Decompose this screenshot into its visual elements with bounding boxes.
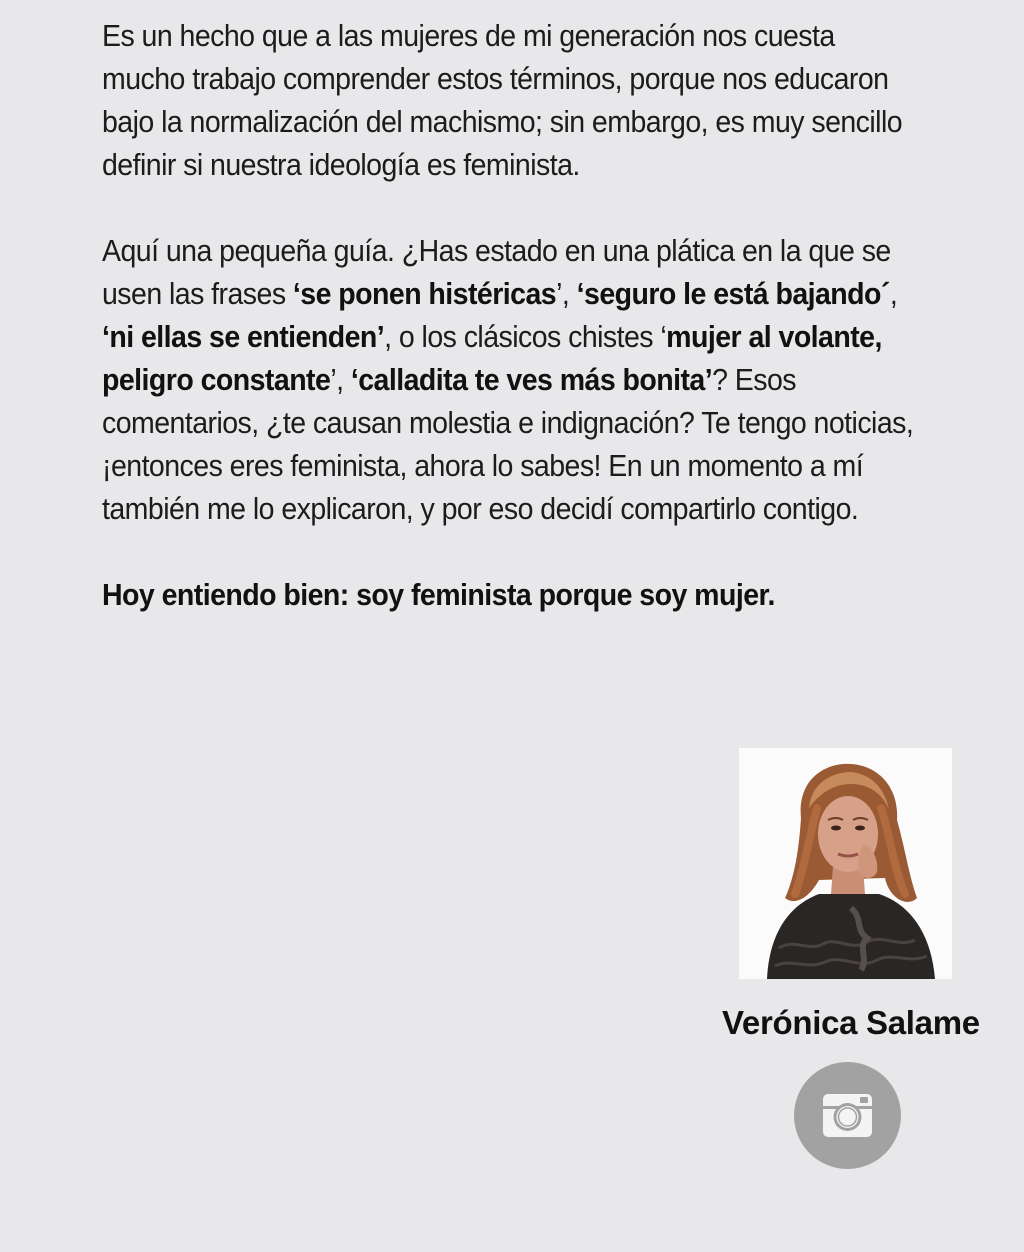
article-body (102, 14, 922, 616)
quote-phrase: ‘calladita te ves más bonita’ (350, 362, 713, 397)
paragraph-text: , o los clásicos chistes ‘ (384, 319, 667, 354)
author-portrait-image (739, 748, 952, 979)
paragraph-text: ? Esos comentarios, ¿te causan molestia e indignación? Te tengo noticias, ¡entonces eres feminista, ahora lo sabes! En un momento a mí también me lo explicaron, y por eso decidí compartirlo contigo. (102, 362, 914, 526)
paragraph-text: ’, (330, 362, 351, 397)
paragraph-text: ’, (556, 276, 577, 311)
paragraph-text: , (889, 276, 898, 311)
paragraph-intro: Es un hecho que a las mujeres de mi generación nos cuesta mucho trabajo comprender estos términos, porque nos educaron bajo la normalización del machismo; sin embargo, es muy sencillo definir si nuestra ideología es feminista. (102, 18, 903, 182)
paragraph-guide (102, 229, 916, 530)
instagram-icon (822, 1090, 873, 1141)
quote-phrase: ‘se ponen histéricas (292, 276, 557, 311)
author-photo (739, 748, 952, 979)
instagram-button[interactable] (794, 1062, 901, 1169)
author-name: Verónica Salame (722, 1004, 980, 1041)
paragraph-text: Aquí una pequeña guía. ¿Has estado en una plática en la que se usen las frases (102, 233, 891, 311)
quote-phrase: ‘seguro le está bajando´ (576, 276, 890, 311)
quote-phrase: mujer al volante, peligro constante (102, 319, 882, 397)
quote-phrase: ‘ni ellas se entienden’ (102, 319, 385, 354)
closing-statement: Hoy entiendo bien: soy feminista porque soy mujer. (102, 577, 775, 612)
